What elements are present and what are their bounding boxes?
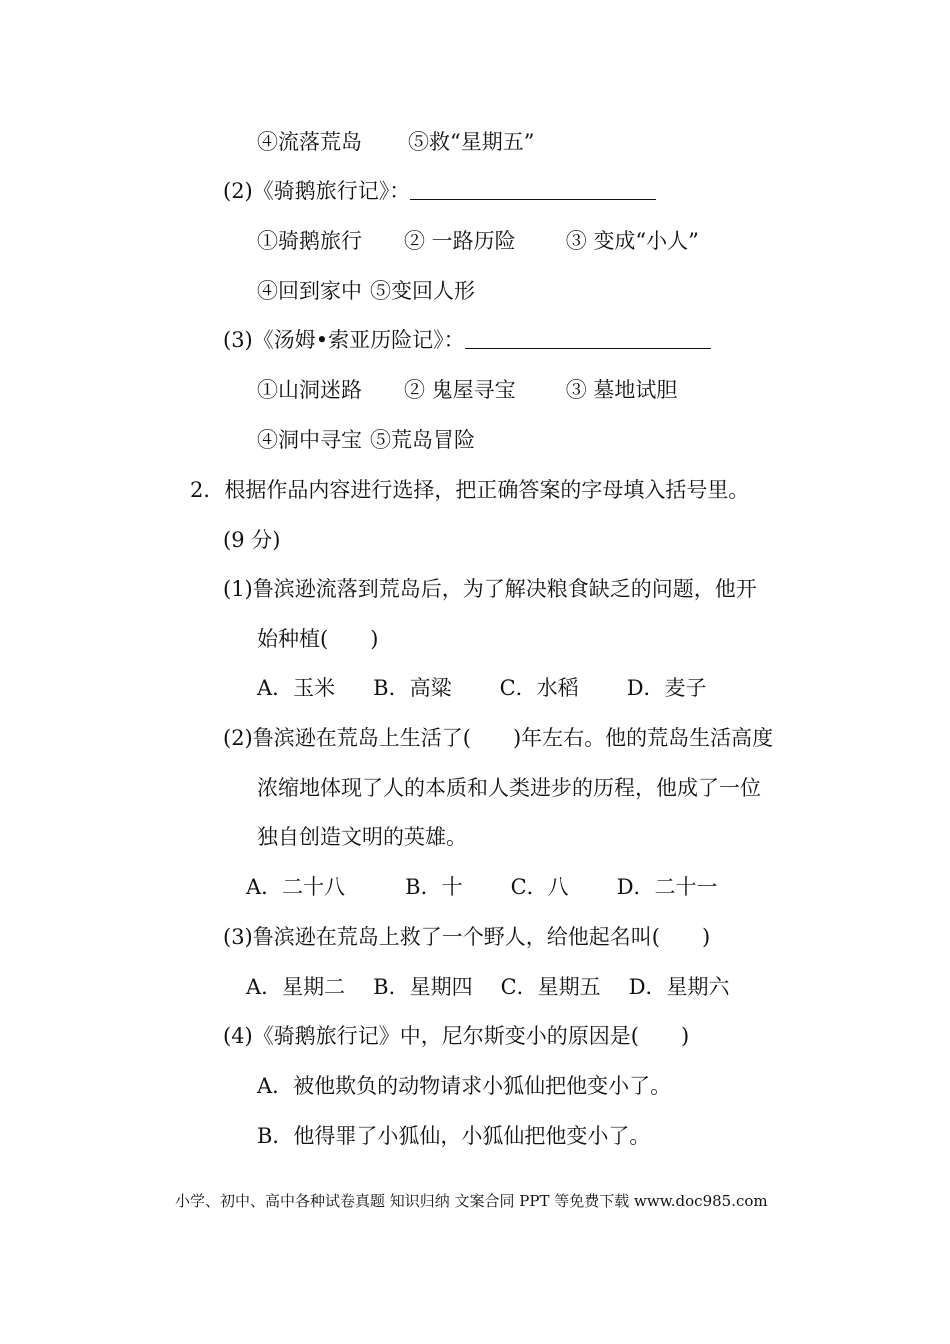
option-4: ④回到家中 [257, 279, 362, 303]
q1-robinson-options-tail [257, 127, 534, 157]
option-a: A．星期二 [246, 975, 346, 999]
option-b: B．星期四 [373, 975, 473, 999]
option-b: B．十 [405, 875, 463, 899]
q1-part2-options-row1 [257, 226, 699, 256]
option-1: ①骑鹅旅行 [257, 229, 362, 253]
option-d: D．麦子 [626, 676, 707, 700]
option-c: C．水稻 [499, 676, 579, 700]
q2-sub4-option-a: A．被他欺负的动物请求小狐仙把他变小了。 [257, 1074, 672, 1098]
option-a: A．玉米 [257, 676, 336, 700]
q2-sub2-line3: 独自创造文明的英雄。 [257, 825, 467, 849]
option-d: D．二十一 [616, 875, 718, 899]
option-b: B．高粱 [373, 676, 452, 700]
page-footer: 小学、初中、高中各种试卷真题 知识归纳 文案合同 PPT 等免费下载 www.doc985.com [175, 1192, 768, 1210]
q2-sub2-options [246, 872, 718, 902]
q2-sub1-line2: 始种植( ) [257, 627, 379, 651]
option-5: ⑤荒岛冒险 [370, 428, 475, 452]
q2-sub3-options [246, 972, 730, 1002]
q2-stem: 2．根据作品内容进行选择，把正确答案的字母填入括号里。 [190, 478, 750, 502]
q1-part3-question [223, 325, 711, 355]
option-2: ② 一路历险 [404, 229, 516, 253]
q1-part2-label: (2)《骑鹅旅行记》： [223, 179, 411, 203]
option-5: ⑤变回人形 [370, 279, 475, 303]
q1-part2-question [223, 176, 656, 206]
option-4: ④洞中寻宝 [257, 428, 362, 452]
option-3: ③ 变成“小人” [565, 229, 699, 253]
option-4: ④流落荒岛 [257, 130, 362, 154]
q2-sub2-line1: (2)鲁滨逊在荒岛上生活了( )年左右。他的荒岛生活高度 [223, 726, 774, 750]
option-2: ② 鬼屋寻宝 [404, 378, 516, 402]
option-a: A．二十八 [246, 875, 346, 899]
option-c: C．八 [510, 875, 569, 899]
q1-part3-options-row2 [257, 425, 475, 455]
q2-sub1-line1: (1)鲁滨逊流落到荒岛后，为了解决粮食缺乏的问题，他开 [223, 577, 757, 601]
q2-sub2-line2: 浓缩地体现了人的本质和人类进步的历程，他成了一位 [257, 776, 761, 800]
q2-sub3-line1: (3)鲁滨逊在荒岛上救了一个野人，给他起名叫( ) [223, 925, 711, 949]
q1-part3-label: (3)《汤姆•索亚历险记》： [223, 328, 465, 352]
option-5: ⑤救“星期五” [408, 130, 535, 154]
q2-sub1-options [257, 673, 707, 703]
q2-sub4-option-b: B．他得罪了小狐仙，小狐仙把他变小了。 [257, 1124, 651, 1148]
q1-part3-options-row1 [257, 375, 677, 405]
q2-score: (9 分) [223, 528, 281, 552]
q1-part2-options-row2 [257, 276, 475, 306]
option-d: D．星期六 [628, 975, 730, 999]
answer-blank[interactable] [465, 328, 711, 349]
option-c: C．星期五 [500, 975, 601, 999]
option-3: ③ 墓地试胆 [565, 378, 678, 402]
q2-sub4-line1: (4)《骑鹅旅行记》中，尼尔斯变小的原因是( ) [223, 1024, 690, 1048]
option-1: ①山洞迷路 [257, 378, 362, 402]
answer-blank[interactable] [410, 179, 656, 200]
